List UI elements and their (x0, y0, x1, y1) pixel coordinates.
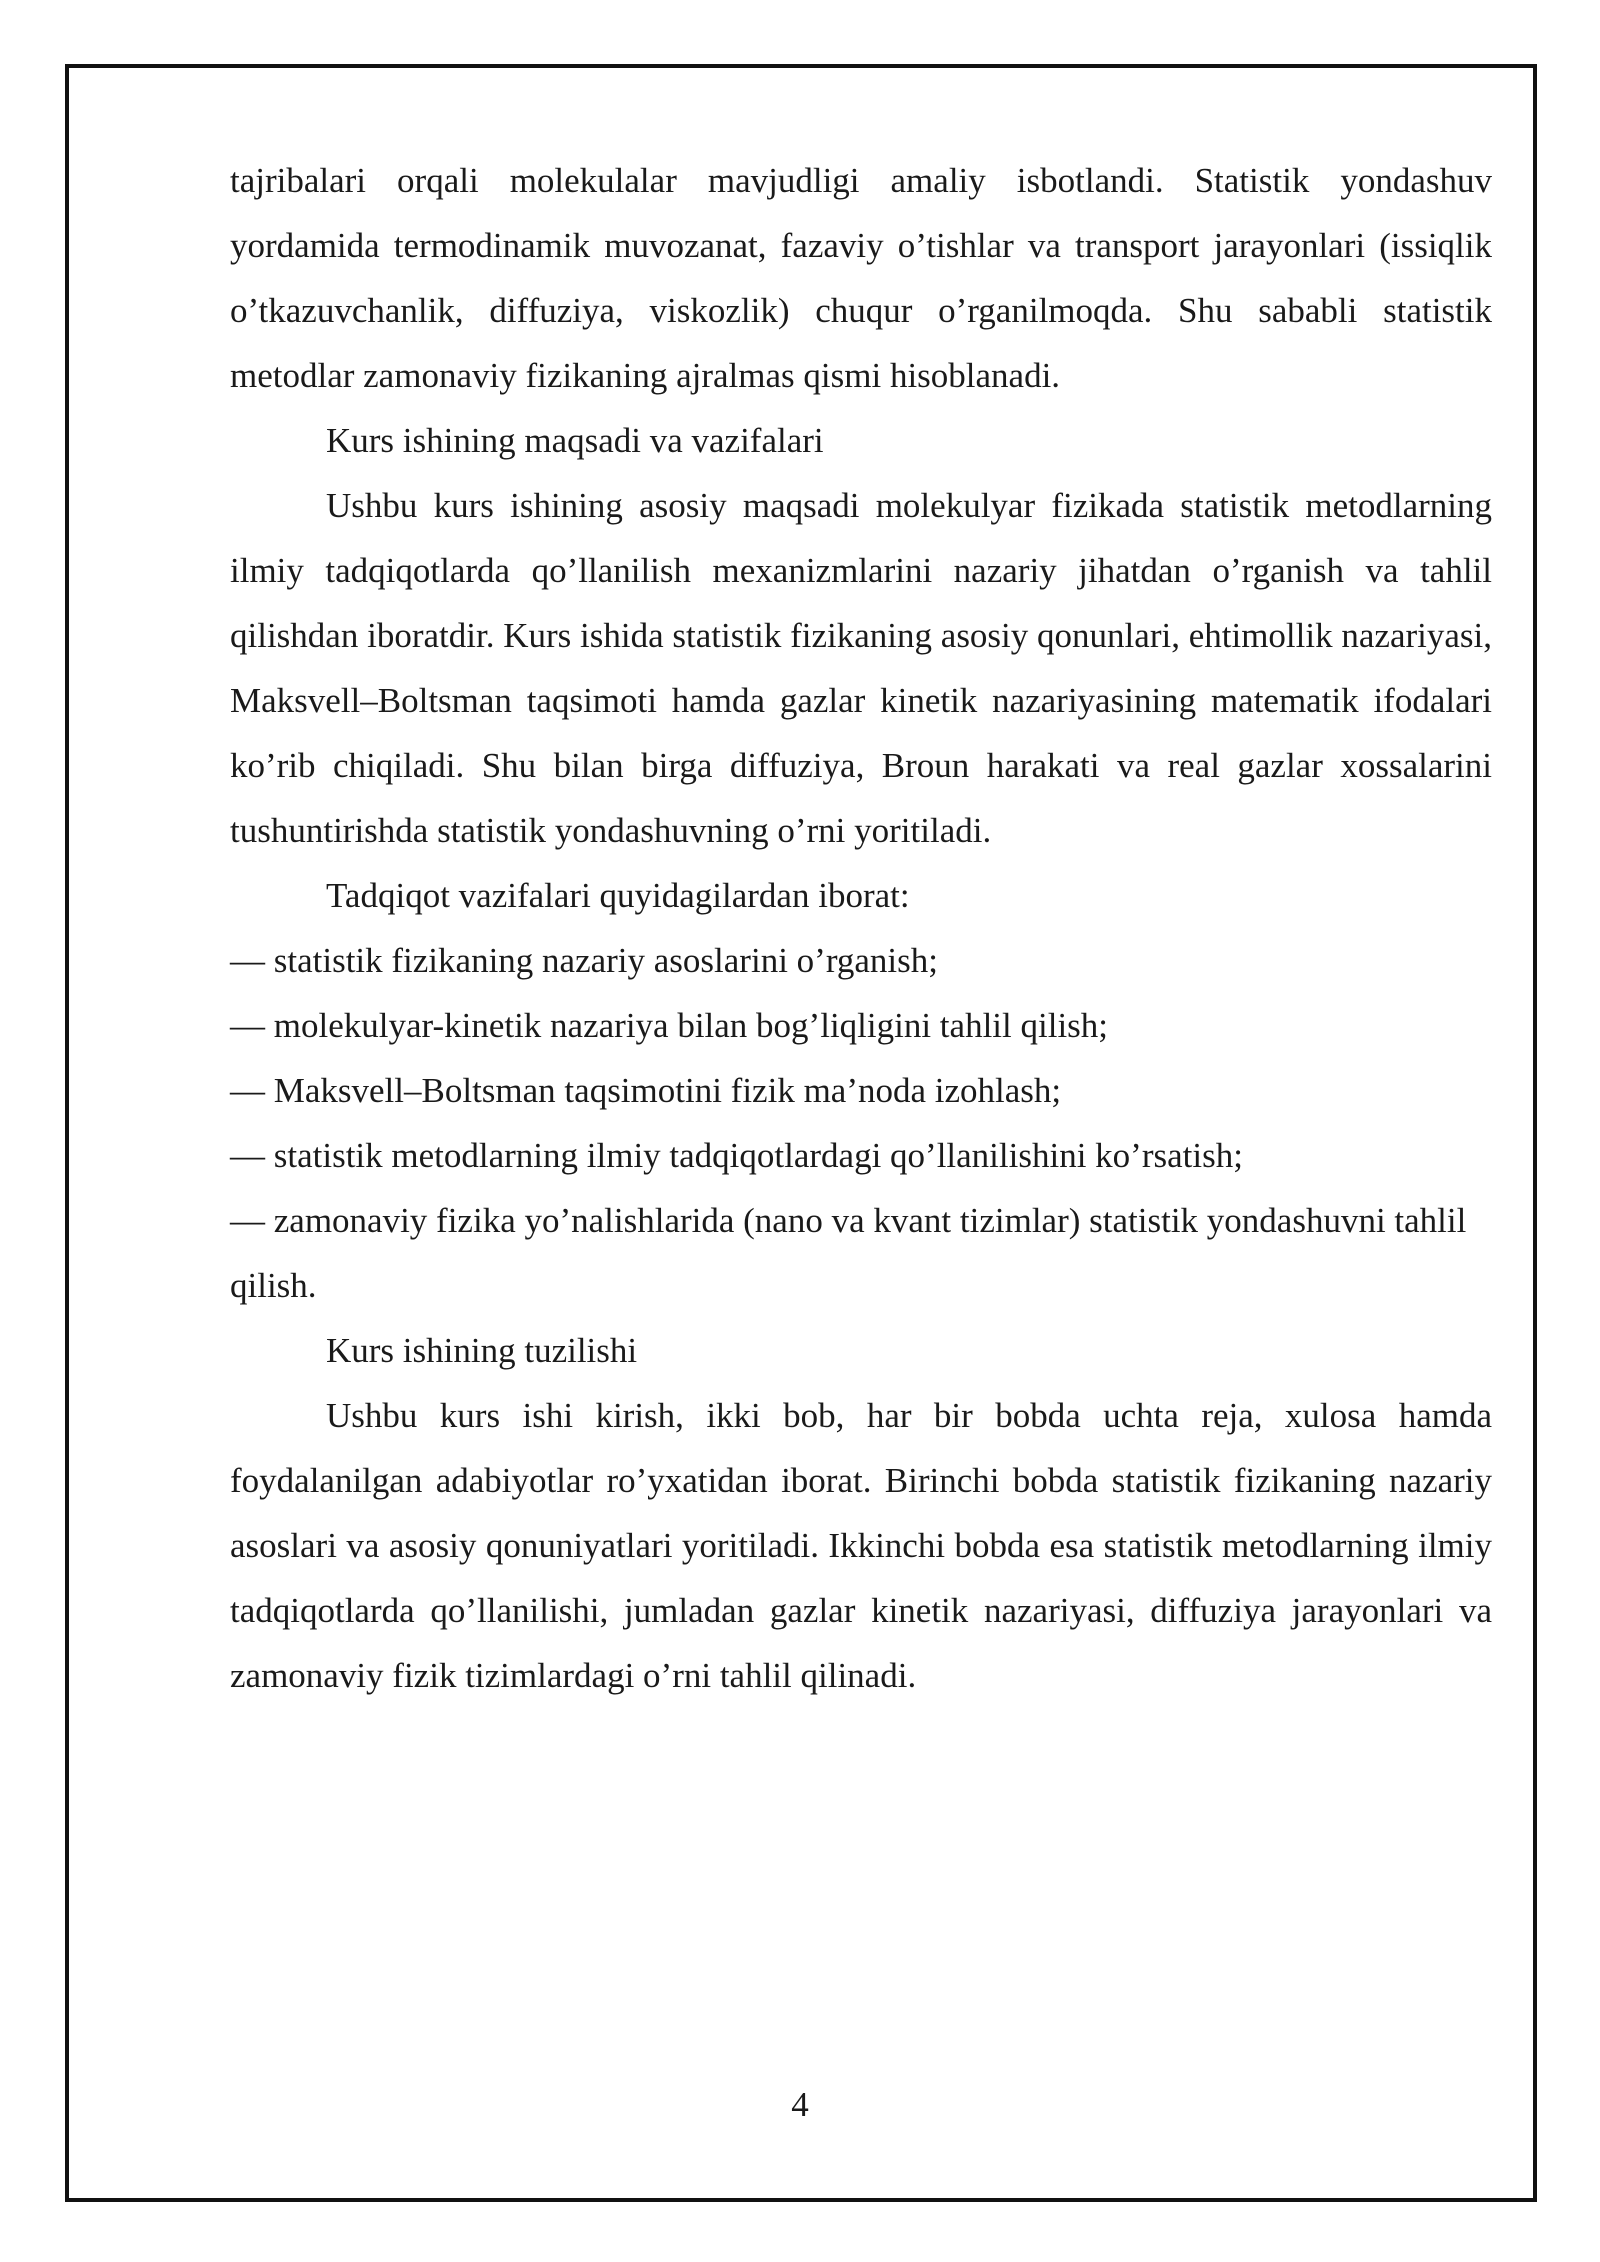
intro-paragraph: tajribalari orqali molekulalar mavjudligi amaliy isbotlandi. Statistik yondashuv yordamida termodinamik muvozanat, fazaviy o’tishlar va transport jarayonlari (issiqlik o’tkazuvchanlik, diffuziya, viskozlik) chuqur o’rganilmoqda. Shu sababli statistik metodlar zamonaviy fizikaning ajralmas qismi hisoblanadi. (230, 161, 1492, 395)
structure-paragraph: Ushbu kurs ishi kirish, ikki bob, har bir bobda uchta reja, xulosa hamda foydalanilgan adabiyotlar ro’yxatidan iborat. Birinchi bobda statistik fizikaning nazariy asoslari va asosiy qonuniyatlari yoritiladi. Ikkinchi bobda esa statistik metodlarning ilmiy tadqiqotlarda qo’llanilishi, jumladan gazlar kinetik nazariyasi, diffuziya jarayonlari va zamonaviy fizik tizimlardagi o’rni tahlil qilinadi. (230, 1396, 1492, 1695)
tasks-intro: Tadqiqot vazifalari quyidagilardan iborat: (326, 876, 910, 915)
list-item: — Maksvell–Boltsman taqsimotini fizik ma’noda izohlash; (230, 1071, 1062, 1110)
list-item: — statistik fizikaning nazariy asoslarini o’rganish; (230, 941, 938, 980)
document-body (230, 148, 1492, 1708)
goals-heading: Kurs ishining maqsadi va vazifalari (326, 421, 824, 460)
list-item: — zamonaviy fizika yo’nalishlarida (nano va kvant tizimlar) statistik yondashuvni tahlil qilish. (230, 1201, 1467, 1305)
page-number: 4 (791, 2085, 809, 2124)
list-item: — molekulyar-kinetik nazariya bilan bog’liqligini tahlil qilish; (230, 1006, 1109, 1045)
goals-paragraph: Ushbu kurs ishining asosiy maqsadi molekulyar fizikada statistik metodlarning ilmiy tadqiqotlarda qo’llanilish mexanizmlarini nazariy jihatdan o’rganish va tahlil qilishdan iboratdir. Kurs ishida statistik fizikaning asosiy qonunlari, ehtimollik nazariyasi, Maksvell–Boltsman taqsimoti hamda gazlar kinetik nazariyasining matematik ifodalari ko’rib chiqiladi. Shu bilan birga diffuziya, Broun harakati va real gazlar xossalarini tushuntirishda statistik yondashuvning o’rni yoritiladi. (230, 486, 1492, 850)
list-item: — statistik metodlarning ilmiy tadqiqotlardagi qo’llanilishini ko’rsatish; (230, 1136, 1243, 1175)
structure-heading: Kurs ishining tuzilishi (326, 1331, 638, 1370)
tasks-list (230, 928, 1492, 1318)
